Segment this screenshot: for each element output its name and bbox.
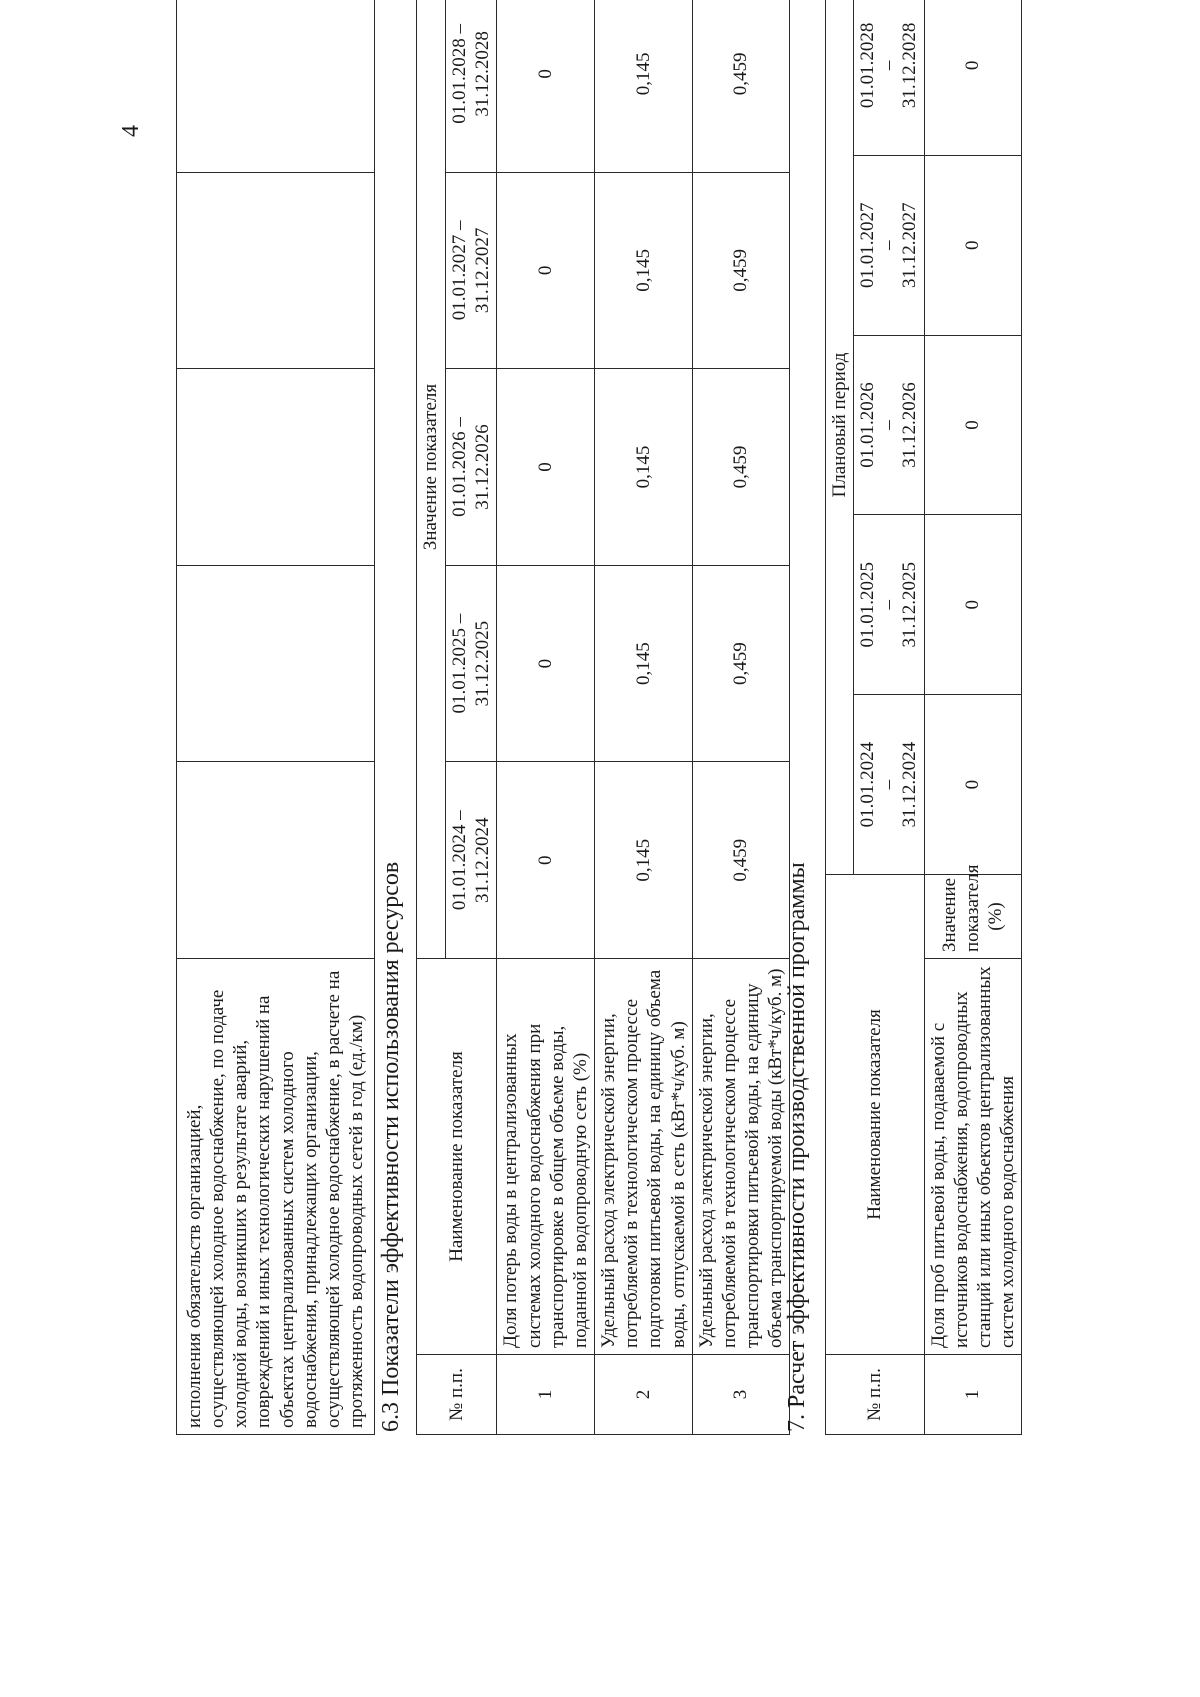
number-header: № п.п. (417, 1355, 497, 1435)
indicator-name: Удельный расход электрической энергии, потребляемой в технологическом процессе транспортировки питьевой воды, на единицу объема транспортируемой воды (кВт*ч/куб. м) (692, 959, 790, 1355)
value-cell (177, 172, 375, 369)
table-row (497, 0, 595, 1435)
period-dash: – (878, 779, 900, 790)
period-dash: – (878, 600, 900, 610)
indicator-value: 0 (497, 0, 595, 172)
table-row (924, 0, 1022, 1435)
period-header (854, 695, 924, 875)
value-group-header: Значение показателя (417, 0, 446, 959)
period-dash: – (878, 240, 900, 250)
page-number: 4 (118, 125, 144, 137)
period-header: 01.01.2026 – 31.12.2026 (446, 369, 497, 566)
row-number: 1 (497, 1355, 595, 1435)
section-7-title: 7. Расчет эффективности производственной программы (784, 862, 810, 1432)
indicator-name: Доля потерь воды в централизованных системах холодного водоснабжения при транспортировке в общем объеме воды, поданной в водопроводную сеть (%) (497, 959, 595, 1355)
value-unit-cell: Значение показателя (%) (924, 874, 1022, 958)
period-start: 01.01.2028 (857, 22, 879, 109)
period-header: 01.01.2028 – 31.12.2028 (446, 0, 497, 172)
indicator-value: 0,145 (595, 369, 693, 566)
indicator-value: 0,145 (595, 0, 693, 172)
period-end: 31.12.2025 (899, 562, 921, 648)
period-header (854, 0, 924, 155)
indicator-value: 0 (924, 695, 1022, 875)
table-header-row (826, 0, 854, 1435)
period-dash: – (878, 420, 900, 430)
period-header: 01.01.2024 – 31.12.2024 (446, 762, 497, 959)
indicator-value: 0,459 (692, 0, 790, 172)
indicator-value: 0,459 (692, 172, 790, 369)
indicator-name-cell: исполнения обязательств организацией, осуществляющей холодное водоснабжение, по подаче холодной воды, возникших в результате аварий, повреждений и иных технологических нарушений на объектах централизованных систем холодного водоснабжения, принадлежащих организации, осуществляющей холодное водоснабжение, в расчете на протяженность водопроводных сетей в год (ед./км) (177, 959, 375, 1435)
period-header (854, 335, 924, 515)
period-end: 31.12.2028 (899, 22, 921, 109)
indicator-value: 0 (497, 762, 595, 959)
name-header: Наименование показателя (826, 874, 925, 1354)
production-program-efficiency-table (825, 0, 1022, 1435)
row-number: 3 (692, 1355, 790, 1435)
value-cell (177, 762, 375, 959)
period-start: 01.01.2027 (857, 202, 879, 288)
indicator-value: 0,459 (692, 369, 790, 566)
indicator-value: 0,145 (595, 565, 693, 762)
period-dash: – (878, 60, 900, 71)
value-cell (177, 0, 375, 172)
indicator-name: Доля проб питьевой воды, подаваемой с источников водоснабжения, водопроводных станций или иных объектов централизованных систем холодного водоснабжения (924, 959, 1022, 1355)
indicator-value: 0,459 (692, 565, 790, 762)
indicator-value: 0 (497, 172, 595, 369)
period-end: 31.12.2026 (899, 382, 921, 468)
indicator-value: 0 (924, 515, 1022, 695)
value-cell (177, 565, 375, 762)
row-number: 1 (924, 1355, 1022, 1435)
period-header (854, 515, 924, 695)
period-header: 01.01.2025 – 31.12.2025 (446, 565, 497, 762)
number-header: № п.п. (826, 1355, 925, 1435)
row-number: 2 (595, 1355, 693, 1435)
table-row (595, 0, 693, 1435)
indicator-value: 0,145 (595, 172, 693, 369)
indicator-value: 0 (497, 565, 595, 762)
continued-indicator-table (176, 0, 375, 1435)
planned-period-header: Плановый период (826, 0, 854, 874)
table-row (692, 0, 790, 1435)
indicator-value: 0 (924, 155, 1022, 335)
period-header (854, 155, 924, 335)
period-start: 01.01.2024 (857, 741, 879, 828)
section-6-3-title: 6.3 Показатели эффективности использования ресурсов (378, 861, 404, 1432)
indicator-value: 0,145 (595, 762, 693, 959)
indicator-value: 0 (924, 0, 1022, 155)
period-end: 31.12.2027 (899, 202, 921, 288)
period-header: 01.01.2027 – 31.12.2027 (446, 172, 497, 369)
resource-efficiency-table (416, 0, 790, 1435)
table-header-row (417, 0, 446, 1435)
indicator-value: 0 (497, 369, 595, 566)
indicator-name: Удельный расход электрической энергии, потребляемой в технологическом процессе подготовки питьевой воды, на единицу объема воды, отпускаемой в сеть (кВт*ч/куб. м) (595, 959, 693, 1355)
indicator-value: 0,459 (692, 762, 790, 959)
indicator-value: 0 (924, 335, 1022, 515)
name-header: Наименование показателя (417, 959, 497, 1355)
period-end: 31.12.2024 (899, 741, 921, 828)
period-start: 01.01.2025 (857, 562, 879, 648)
period-start: 01.01.2026 (857, 382, 879, 468)
value-cell (177, 369, 375, 566)
table-row (177, 0, 375, 1435)
